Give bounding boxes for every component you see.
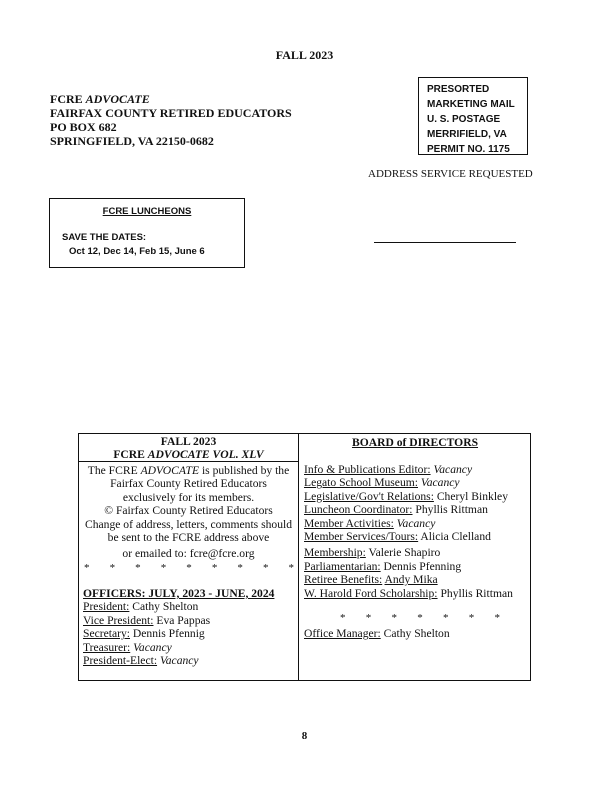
star: * bbox=[468, 612, 475, 624]
officer-row: Treasurer: Vacancy bbox=[83, 640, 172, 654]
luncheon-dates: Oct 12, Dec 14, Feb 15, June 6 bbox=[69, 246, 205, 257]
address-label-line bbox=[374, 242, 516, 243]
star: * bbox=[109, 562, 116, 574]
publication-info bbox=[78, 464, 299, 561]
board-row: W. Harold Ford Scholarship: Phyllis Rittman bbox=[304, 586, 513, 600]
officer-row: Secretary: Dennis Pfennig bbox=[83, 627, 205, 641]
page-number: 8 bbox=[301, 730, 308, 742]
luncheons-title: FCRE LUNCHEONS bbox=[102, 206, 192, 217]
star-divider bbox=[84, 562, 294, 574]
contact-email: or emailed to: fcre@fcre.org bbox=[122, 547, 255, 561]
return-address-line2: FAIRFAX COUNTY RETIRED EDUCATORS bbox=[50, 106, 292, 120]
star: * bbox=[211, 562, 218, 574]
board-row: Parliamentarian: Dennis Pfenning bbox=[304, 559, 462, 573]
masthead-season: FALL 2023 bbox=[160, 435, 217, 448]
board-row: Legislative/Gov't Relations: Cheryl Binkley bbox=[304, 489, 508, 503]
star: * bbox=[84, 562, 90, 574]
star: * bbox=[365, 612, 372, 624]
star: * bbox=[160, 562, 167, 574]
postage-line: U. S. POSTAGE bbox=[427, 114, 501, 125]
board-row: Info & Publications Editor: Vacancy bbox=[304, 463, 473, 476]
star: * bbox=[494, 612, 500, 624]
star-divider bbox=[340, 612, 500, 624]
board-row: Member Activities: Vacancy bbox=[304, 516, 436, 530]
board-heading: BOARD of DIRECTORS bbox=[351, 436, 479, 449]
address-service-requested: ADDRESS SERVICE REQUESTED bbox=[368, 168, 533, 180]
star: * bbox=[288, 562, 294, 574]
publication-line: The FCRE ADVOCATE is published by the bbox=[87, 464, 290, 477]
star: * bbox=[186, 562, 192, 574]
board-row: Retiree Benefits: Andy Mika bbox=[304, 573, 438, 587]
officer-row: President-Elect: Vacancy bbox=[83, 654, 199, 668]
publication-line: exclusively for its members. bbox=[122, 490, 255, 504]
office-manager-row bbox=[304, 627, 450, 640]
star: * bbox=[443, 612, 449, 624]
copyright-line: © Fairfax County Retired Educators bbox=[104, 504, 273, 518]
return-address-line4: SPRINGFIELD, VA 22150-0682 bbox=[50, 134, 214, 148]
postage-line: MARKETING MAIL bbox=[427, 99, 515, 110]
star: * bbox=[135, 562, 141, 574]
board-row: Membership: Valerie Shapiro bbox=[304, 546, 441, 560]
publication-line: be sent to the FCRE address above bbox=[107, 531, 270, 545]
star: * bbox=[237, 562, 243, 574]
postage-line: MERRIFIELD, VA bbox=[427, 129, 507, 140]
save-the-dates-label: SAVE THE DATES: bbox=[62, 232, 147, 243]
star: * bbox=[340, 612, 346, 624]
issue-season: FALL 2023 bbox=[275, 48, 334, 62]
masthead-volume: FCRE ADVOCATE VOL. XLV bbox=[113, 448, 264, 462]
office-manager-role: Office Manager: bbox=[304, 627, 381, 640]
postage-line: PRESORTED bbox=[427, 84, 490, 95]
star: * bbox=[391, 612, 397, 624]
publication-line: Fairfax County Retired Educators bbox=[110, 477, 267, 491]
officers-heading: OFFICERS: JULY, 2023 - JUNE, 2024 bbox=[83, 587, 275, 600]
board-row: Legato School Museum: Vacancy bbox=[304, 476, 460, 490]
return-address-line1: FCRE ADVOCATE bbox=[50, 92, 150, 106]
masthead-title bbox=[78, 435, 299, 462]
star: * bbox=[262, 562, 269, 574]
board-row: Luncheon Coordinator: Phyllis Rittman bbox=[304, 503, 488, 517]
postage-indicia bbox=[418, 77, 528, 155]
office-manager-name: Cathy Shelton bbox=[383, 627, 450, 640]
board-row: Member Services/Tours: Alicia Clelland bbox=[304, 530, 491, 544]
officer-row: Vice President: Eva Pappas bbox=[83, 613, 211, 627]
return-address bbox=[50, 92, 292, 148]
return-address-line3: PO BOX 682 bbox=[50, 120, 117, 134]
officers-section bbox=[83, 587, 297, 667]
star: * bbox=[417, 612, 423, 624]
officer-row: President: Cathy Shelton bbox=[83, 600, 199, 614]
postage-line: PERMIT NO. 1175 bbox=[427, 144, 510, 155]
luncheons-box bbox=[49, 198, 245, 268]
publication-line: Change of address, letters, comments should bbox=[84, 517, 293, 531]
board-list bbox=[304, 463, 529, 600]
